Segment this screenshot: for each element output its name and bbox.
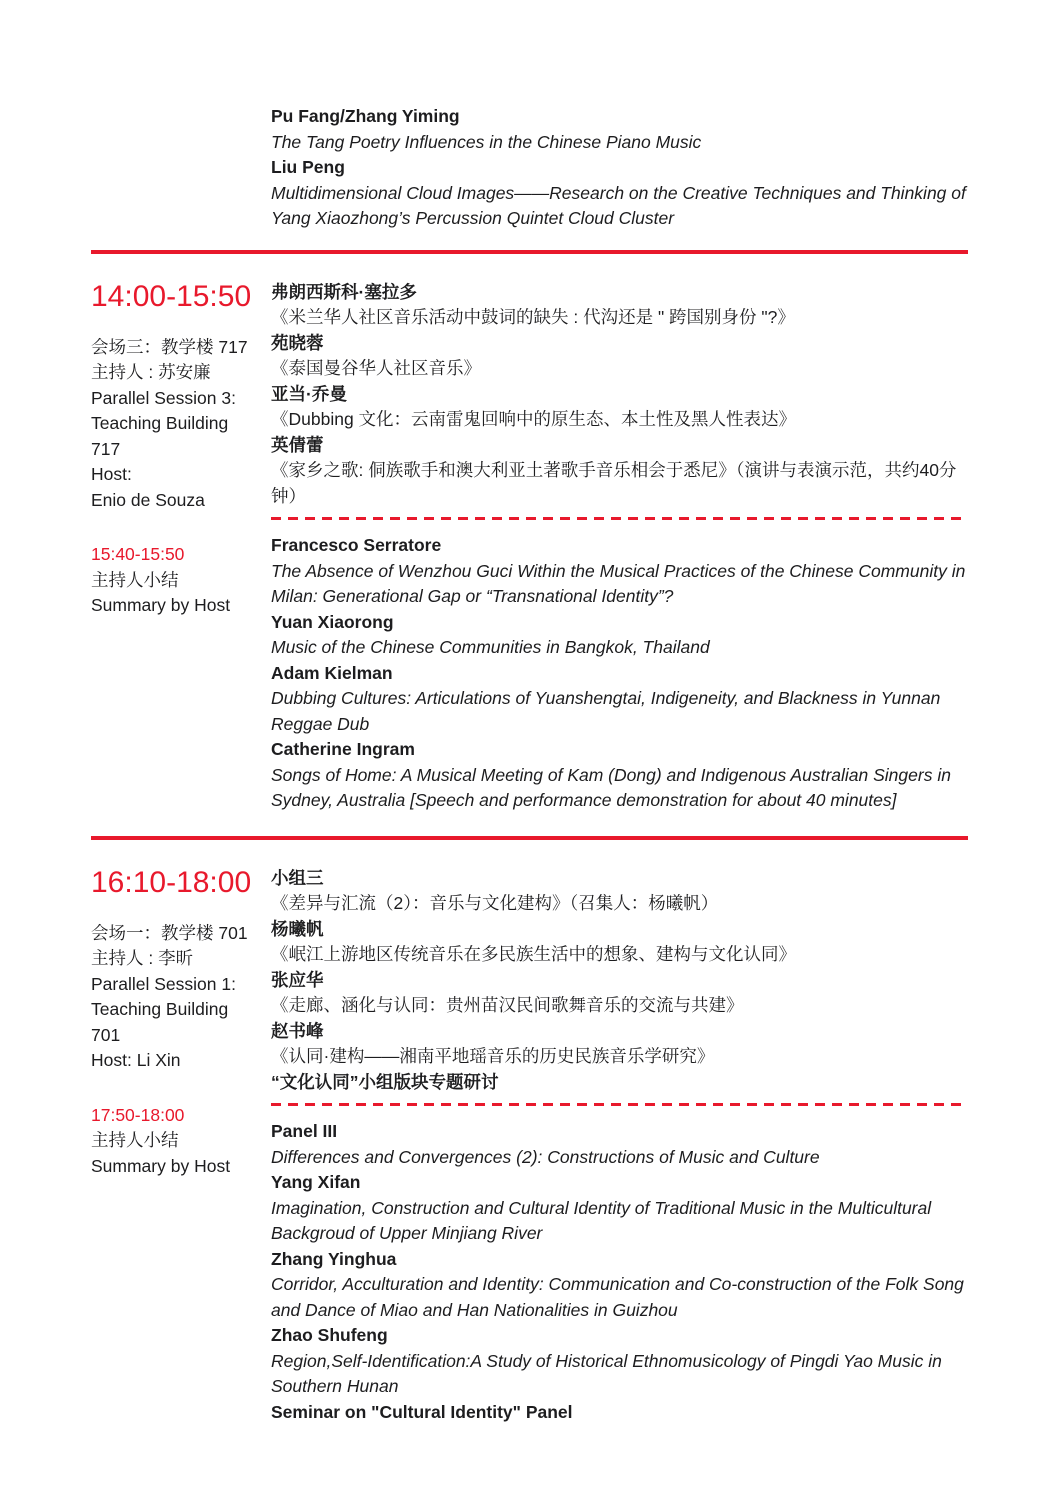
paper-title-zh: 《泰国曼谷华人社区音乐》	[271, 358, 481, 378]
room-number: 701	[91, 1024, 121, 1045]
session-info-column	[91, 280, 271, 619]
summary-label-zh: 主持人小结	[91, 569, 179, 590]
paper-title-en: Music of the Chinese Communities in Bangkok, Thailand	[271, 637, 710, 657]
paper-title-zh: 《家乡之歌: 侗族歌手和澳大利亚土著歌手音乐相会于悉尼》（演讲与表演示范，共约40分钟）	[271, 460, 957, 506]
seminar-note-en: Seminar on "Cultural Identity" Panel	[271, 1401, 573, 1422]
paper-title-en: Songs of Home: A Musical Meeting of Kam (Dong) and Indigenous Australian Singers in Sydney, Australia [Speech and performance demonstration for about 40 minutes]	[271, 764, 951, 810]
session-time: 14:00-15:50	[91, 279, 252, 313]
presenter-name-en: Zhang Yinghua	[271, 1248, 397, 1269]
presenter-name-zh: 弗朗西斯科·塞拉多	[271, 281, 417, 302]
host-label-en: Host:	[91, 464, 132, 484]
presenter-name-en: Adam Kielman	[271, 662, 393, 683]
venue-line-en: Teaching Building	[91, 999, 229, 1019]
panel-title-en: Differences and Convergences (2): Constructions of Music and Culture	[271, 1146, 820, 1167]
presenter-name-zh: 赵书峰	[271, 1020, 324, 1041]
venue-line-zh: 会场一：教学楼 701	[91, 922, 248, 943]
summary-time: 15:40-15:50	[91, 544, 185, 564]
venue-line-zh: 会场三：教学楼 717	[91, 336, 248, 357]
section-divider-rule	[91, 250, 968, 254]
panel-title-zh: 《差异与汇流（2）：音乐与文化建构》（召集人：杨曦帆）	[271, 893, 719, 913]
presenter-name: Pu Fang/Zhang Yiming	[271, 106, 460, 126]
room-number: 717	[91, 438, 121, 459]
session-block-1610	[91, 866, 968, 1426]
presenter-name-zh: 英倩蕾	[271, 434, 324, 455]
panel-name-zh: 小组三	[271, 867, 324, 888]
presenter-name-en: Francesco Serratore	[271, 535, 442, 555]
paper-title-en: Corridor, Acculturation and Identity: Communication and Co-construction of the Folk Song and Dance of Miao and Han Nationalities in Guizhou	[271, 1274, 964, 1320]
summary-label-en: Summary by Host	[91, 1155, 231, 1176]
summary-label-zh: 主持人小结	[91, 1130, 179, 1150]
paper-title-en: Imagination, Construction and Cultural Identity of Traditional Music in the Multicultural Backgroud of Upper Minjiang River	[271, 1197, 932, 1243]
presenter-name-en: Yuan Xiaorong	[271, 611, 394, 632]
paper-title-en: Multidimensional Cloud Images——Research on the Creative Techniques and Thinking of Yang Xiaozhong’s Percussion Quintet Cloud Cluster	[271, 182, 966, 228]
paper-title-zh: 《米兰华人社区音乐活动中鼓词的缺失 : 代沟还是 " 跨国别身份 "?》	[271, 307, 795, 327]
panel-name-en: Panel III	[271, 1121, 338, 1141]
session-label-en: Parallel Session 3:	[91, 387, 236, 408]
summary-label-en: Summary by Host	[91, 595, 231, 615]
language-divider-dashed	[271, 517, 968, 520]
paper-title-en: The Absence of Wenzhou Guci Within the Musical Practices of the Chinese Community in Milan: Generational Gap or “Transnational Identity”?	[271, 560, 966, 606]
previous-session-tail	[271, 104, 968, 232]
session-block-1400	[91, 280, 968, 814]
paper-title-zh: 《岷江上游地区传统音乐在多民族生活中的想象、建构与文化认同》	[271, 944, 796, 964]
host-line-zh: 主持人 : 苏安廉	[91, 362, 211, 382]
session-time: 16:10-18:00	[91, 865, 252, 899]
summary-time: 17:50-18:00	[91, 1104, 185, 1125]
presenter-name-zh: 亚当·乔曼	[271, 383, 347, 404]
presenter-name-en: Zhao Shufeng	[271, 1325, 388, 1345]
presenter-name-zh: 杨曦帆	[271, 918, 324, 939]
venue-line-en: Teaching Building	[91, 413, 229, 433]
presenter-name: Liu Peng	[271, 157, 345, 177]
session-info-column	[91, 866, 271, 1180]
paper-title-zh: 《认同·建构——湘南平地瑶音乐的历史民族音乐学研究》	[271, 1046, 715, 1066]
presenter-name-en: Catherine Ingram	[271, 739, 415, 759]
language-divider-dashed	[271, 1103, 968, 1106]
session-label-en: Parallel Session 1:	[91, 973, 236, 994]
paper-title-en: Region,Self-Identification:A Study of Historical Ethnomusicology of Pingdi Yao Music in Southern Hunan	[271, 1350, 942, 1396]
host-name-en: Enio de Souza	[91, 489, 205, 510]
host-line-zh: 主持人 : 李昕	[91, 948, 194, 968]
presenter-name-en: Yang Xifan	[271, 1172, 361, 1192]
paper-title-zh: 《Dubbing 文化：云南雷鬼回响中的原生态、本土性及黑人性表达》	[271, 409, 797, 429]
presenter-name-zh: 苑晓蓉	[271, 332, 324, 353]
section-divider-rule	[91, 836, 968, 840]
presenter-name-zh: 张应华	[271, 969, 324, 990]
paper-title-en: Dubbing Cultures: Articulations of Yuanshengtai, Indigeneity, and Blackness in Yunnan Reggae Dub	[271, 688, 941, 734]
seminar-note-zh: “文化认同”小组版块专题研讨	[271, 1071, 499, 1092]
paper-title-en: The Tang Poetry Influences in the Chinese Piano Music	[271, 131, 702, 152]
session-papers-column	[271, 280, 968, 814]
paper-title-zh: 《走廊、涵化与认同：贵州苗汉民间歌舞音乐的交流与共建》	[271, 995, 744, 1015]
session-papers-column	[271, 866, 968, 1426]
host-line-en: Host: Li Xin	[91, 1050, 181, 1070]
